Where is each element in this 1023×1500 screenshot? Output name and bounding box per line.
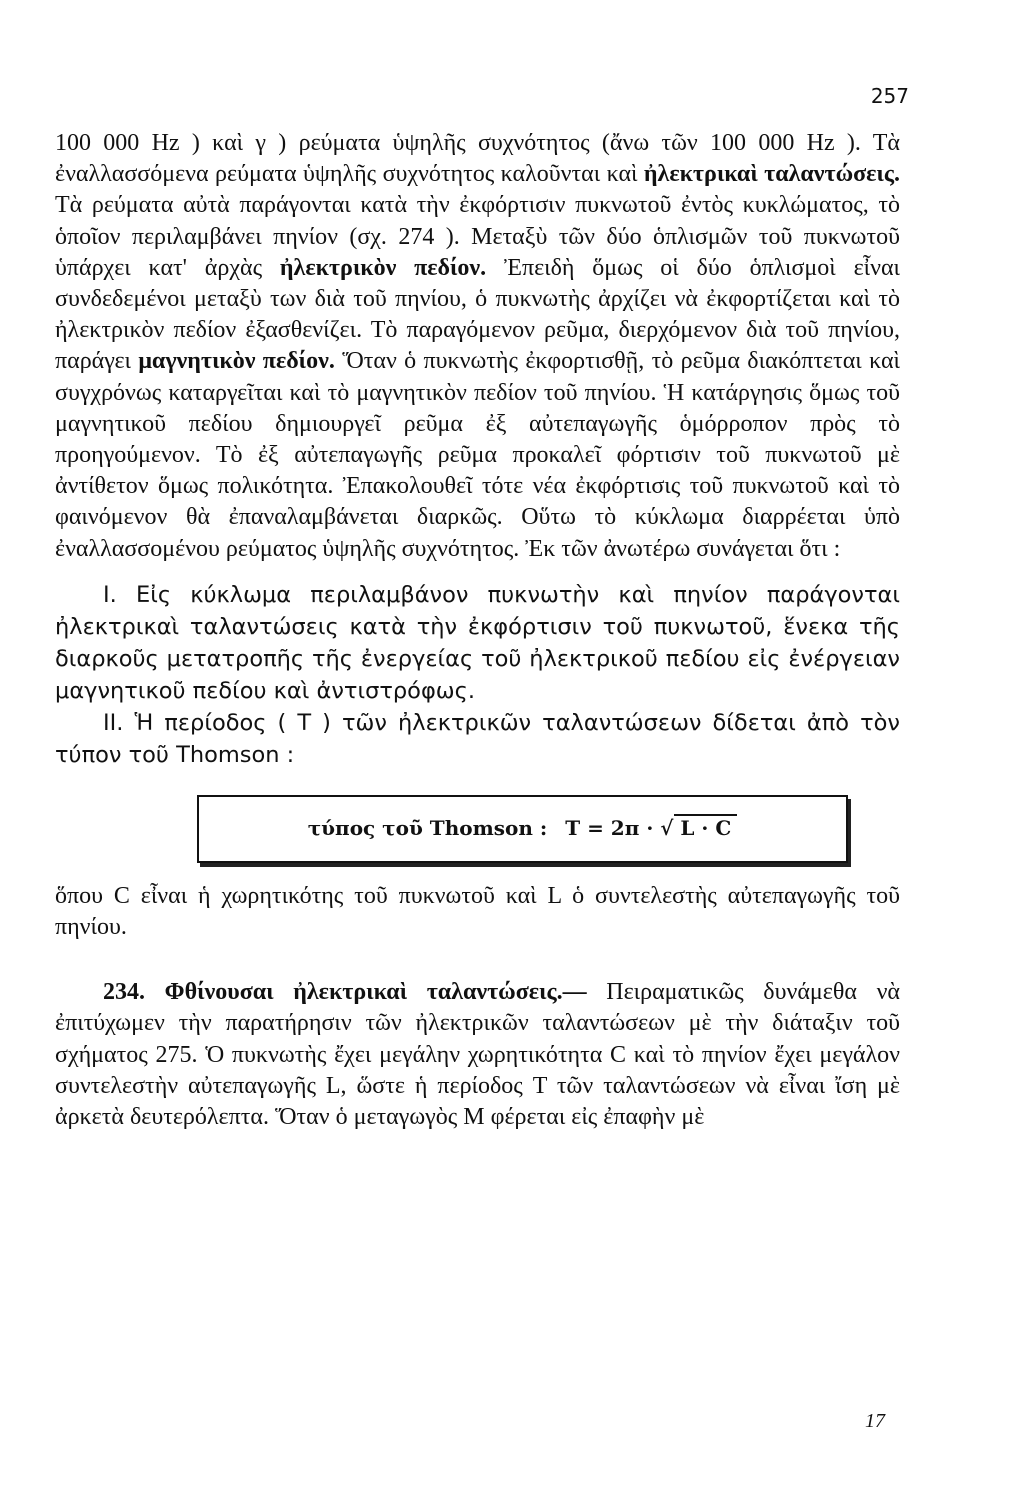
section-234	[55, 977, 900, 1133]
formula-radicand: L · C	[674, 814, 737, 840]
thomson-formula-box	[197, 795, 848, 863]
formula-label: τύπος τοῦ Thomson :	[307, 816, 548, 841]
paragraph-high-frequency-currents	[55, 128, 900, 565]
formula-lhs: T = 2π · √	[565, 816, 674, 841]
text-segment: Ἐπειδὴ ὅμως οἱ δύο ὁπλισμοὶ εἶναι συνδεδεμένοι μεταξὺ των διὰ τοῦ πηνίου, ὁ πυκνωτὴς ἀρχίζει νὰ ἐκφορτίζεται καὶ τὸ ἠλεκτρικὸν πεδίον ἐξασθενίζει. Τὸ παραγόμενον ρεῦμα, διερχόμενον διὰ τοῦ πηνίου, παράγει	[55, 254, 900, 375]
formula-note: ὅπου C εἶναι ἡ χωρητικότης τοῦ πυκνωτοῦ καὶ L ὁ συντελεστὴς αὐτεπαγωγῆς τοῦ πηνίου.	[55, 882, 900, 941]
page-number: 257	[870, 84, 909, 108]
body-text	[55, 128, 900, 1133]
section-heading: 234. Φθίνουσαι ἠλεκτρικαὶ ταλαντώσεις.—	[103, 979, 587, 1006]
term-electric-oscillations: ἠλεκτρικαὶ ταλαντώσεις.	[643, 161, 900, 188]
conclusion-item-2: II. Ἡ περίοδος ( Τ ) τῶν ἠλεκτρικῶν ταλαντώσεων δίδεται ἀπὸ τὸν τύπον τοῦ Thomson :	[55, 709, 900, 768]
signature-mark: 17	[865, 1410, 885, 1432]
text-segment: Τὰ ρεύματα αὐτὰ παράγονται κατὰ τὴν ἐκφόρτισιν πυκνωτοῦ ἐντὸς κυκλώματος, τὸ ὁποῖον περιλαμβάνει πηνίον (σχ. 274 ). Μεταξὺ τῶν δύο ὁπλισμῶν τοῦ πυκνωτοῦ ὑπάρχει κατ' ἀρχὰς	[55, 192, 900, 281]
section-text: Πειραματικῶς δυνάμεθα νὰ ἐπιτύχωμεν τὴν παρατήρησιν τῶν ἠλεκτρικῶν ταλαντώσεων μὲ τὴν διάταξιν τοῦ σχήματος 275. Ὁ πυκνωτὴς ἔχει μεγάλην χωρητικότητα C καὶ τὸ πηνίον ἔχει μεγάλον συντελεστὴν αὐτεπαγωγῆς L, ὥστε ἡ περίοδος T τῶν ταλαντώσεων νὰ εἶναι ἴση μὲ ἀρκετὰ δευτερόλεπτα. Ὅταν ὁ μεταγωγὸς M φέρεται εἰς ἐπαφὴν μὲ	[55, 979, 900, 1131]
formula-expression	[565, 813, 737, 844]
conclusions-list	[55, 579, 900, 771]
conclusion-item-1: I. Εἰς κύκλωμα περιλαμβάνον πυκνωτὴν καὶ πηνίον παράγονται ἠλεκτρικαὶ ταλαντώσεις κατὰ τὴν ἐκφόρτισιν τοῦ πυκνωτοῦ, ἕνεκα τῆς διαρκοῦς μετατροπῆς τῆς ἐνεργείας τοῦ ἠλεκτρικοῦ πεδίου εἰς ἐνέργειαν μαγνητικοῦ πεδίου καὶ ἀντιστρόφως.	[55, 581, 900, 704]
term-magnetic-field: μαγνητικὸν πεδίον.	[138, 348, 335, 375]
text-segment: Ὅταν ὁ πυκνωτὴς ἐκφορτισθῇ, τὸ ρεῦμα διακόπτεται καὶ συγχρόνως καταργεῖται καὶ τὸ μαγνητικὸν πεδίον τοῦ πηνίου. Ἡ κατάργησις ὅμως τοῦ μαγνητικοῦ πεδίου δημιουργεῖ ρεῦμα ἐξ αὐτεπαγωγῆς ὁμόρροπον πρὸς τὸ προηγούμενον. Τὸ ἐξ αὐτεπαγωγῆς ρεῦμα προκαλεῖ φόρτισιν τοῦ πυκνωτοῦ μὲ ἀντίθετον ὅμως πολικότητα. Ἐπακολουθεῖ τότε νέα ἐκφόρτισις τοῦ πυκνωτοῦ καὶ τὸ φαινόμενον θὰ ἐπαναλαμβάνεται διαρκῶς. Οὕτω τὸ κύκλωμα διαρρέεται ὑπὸ ἐναλλασσομένου ρεύματος ὑψηλῆς συχνότητος. Ἐκ τῶν ἀνωτέρω συνάγεται ὅτι :	[55, 348, 900, 562]
term-electric-field: ἠλεκτρικὸν πεδίον.	[279, 254, 487, 281]
text-segment: 100 000 Hz ) καὶ γ ) ρεύματα ὑψηλῆς συχνότητος (ἄνω τῶν 100 000 Hz ). Τὰ ἐναλλασσόμενα ρεύματα ὑψηλῆς συχνότητος καλοῦνται καὶ	[55, 130, 900, 188]
